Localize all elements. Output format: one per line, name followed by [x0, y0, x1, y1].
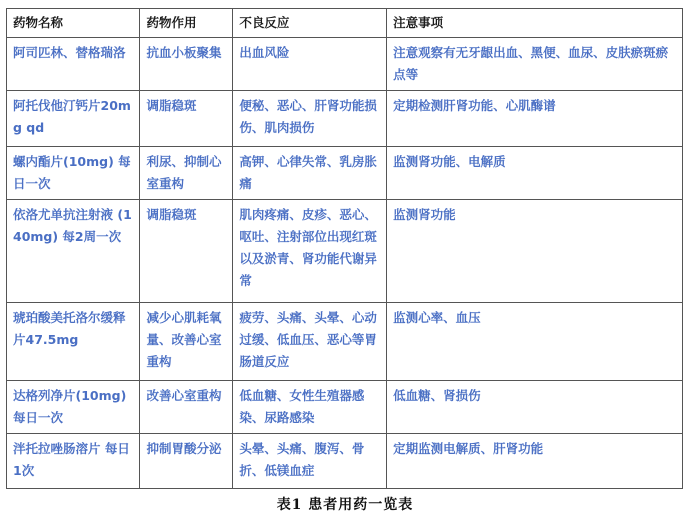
cell-drug-name: 螺内酯片(10mg) 每日一次	[7, 147, 140, 200]
cell-drug-name: 阿司匹林、替格瑞洛	[7, 38, 140, 91]
header-precautions: 注意事项	[387, 9, 683, 38]
cell-drug-action: 调脂稳斑	[140, 91, 233, 147]
cell-precautions: 监测心率、血压	[387, 303, 683, 381]
cell-drug-name: 阿托伐他汀钙片20mg qd	[7, 91, 140, 147]
cell-adverse-reactions: 低血糖、女性生殖器感染、尿路感染	[233, 381, 387, 434]
cell-drug-action: 抗血小板聚集	[140, 38, 233, 91]
cell-precautions: 低血糖、肾损伤	[387, 381, 683, 434]
cell-drug-action: 利尿、抑制心室重构	[140, 147, 233, 200]
cell-precautions: 定期检测肝肾功能、心肌酶谱	[387, 91, 683, 147]
cell-adverse-reactions: 疲劳、头痛、头晕、心动过缓、低血压、恶心等胃肠道反应	[233, 303, 387, 381]
cell-drug-name: 泮托拉唑肠溶片 每日1次	[7, 434, 140, 489]
cell-precautions: 监测肾功能、电解质	[387, 147, 683, 200]
cell-drug-action: 减少心肌耗氧量、改善心室重构	[140, 303, 233, 381]
table-row	[7, 303, 683, 381]
cell-drug-action: 调脂稳斑	[140, 200, 233, 303]
medication-table	[6, 8, 683, 489]
cell-precautions: 注意观察有无牙龈出血、黑便、血尿、皮肤瘀斑瘀点等	[387, 38, 683, 91]
cell-drug-name: 达格列净片(10mg) 每日一次	[7, 381, 140, 434]
header-drug-name: 药物名称	[7, 9, 140, 38]
cell-adverse-reactions: 肌肉疼痛、皮疹、恶心、呕吐、注射部位出现红斑以及淤青、肾功能代谢异常	[233, 200, 387, 303]
cell-adverse-reactions: 出血风险	[233, 38, 387, 91]
cell-precautions: 定期监测电解质、肝肾功能	[387, 434, 683, 489]
table-caption: 表1 患者用药一览表	[276, 497, 414, 513]
table-row	[7, 381, 683, 434]
cell-adverse-reactions: 头晕、头痛、腹泻、骨折、低镁血症	[233, 434, 387, 489]
cell-drug-name: 依洛尤单抗注射液 (140mg) 每2周一次	[7, 200, 140, 303]
table-row	[7, 147, 683, 200]
table-header-row	[7, 9, 683, 38]
table-row	[7, 434, 683, 489]
header-drug-action: 药物作用	[140, 9, 233, 38]
table-row	[7, 91, 683, 147]
cell-precautions: 监测肾功能	[387, 200, 683, 303]
cell-drug-name: 琥珀酸美托洛尔缓释片47.5mg	[7, 303, 140, 381]
cell-drug-action: 抑制胃酸分泌	[140, 434, 233, 489]
header-adverse-reactions: 不良反应	[233, 9, 387, 38]
cell-adverse-reactions: 便秘、恶心、肝肾功能损伤、肌肉损伤	[233, 91, 387, 147]
cell-adverse-reactions: 高钾、心律失常、乳房胀痛	[233, 147, 387, 200]
table-row	[7, 38, 683, 91]
table-row	[7, 200, 683, 303]
cell-drug-action: 改善心室重构	[140, 381, 233, 434]
